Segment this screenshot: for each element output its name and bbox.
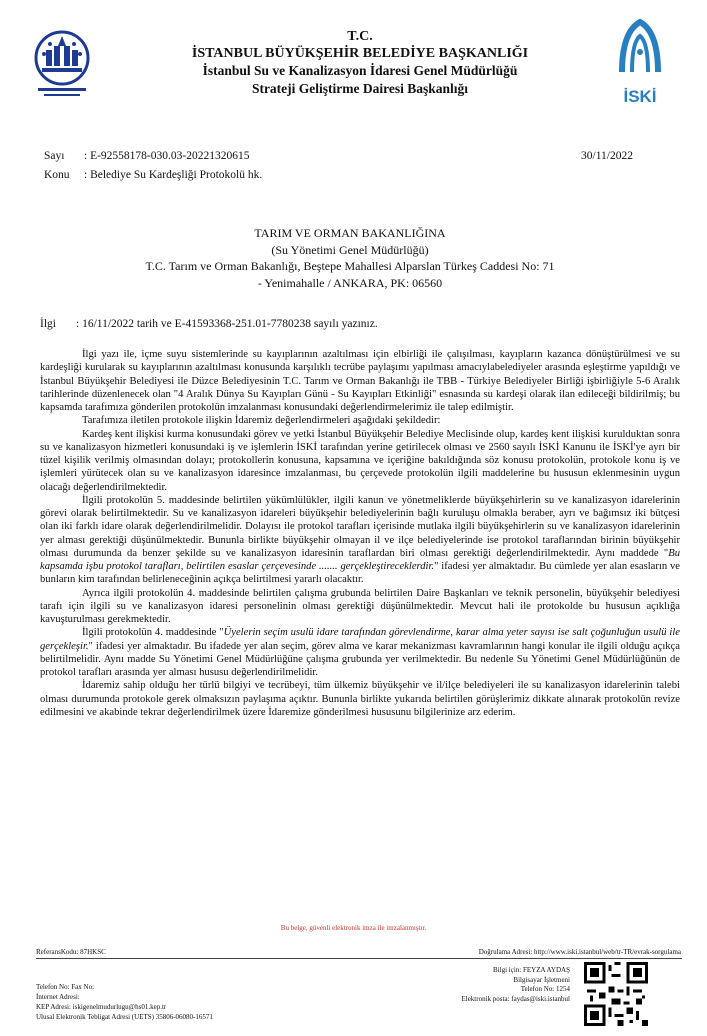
address-line-2: (Su Yönetimi Genel Müdürlüğü) bbox=[271, 242, 429, 257]
iski-logo-text: İSKİ bbox=[623, 87, 657, 106]
sayi-value: : E-92558178-030.03-20221320615 bbox=[84, 150, 250, 162]
contact-info bbox=[36, 982, 213, 1022]
document-date: 30/11/2022 bbox=[581, 150, 633, 162]
qr-code-icon[interactable] bbox=[584, 962, 648, 1026]
paragraph-3: Kardeş kent ilişkisi kurma konusundaki görev ve yetki İstanbul Büyükşehir Belediye Meclisinde olup, kardeş kent ilişkisi kurulduktan sonra su ve kanalizasyon hizmetleri konusundaki iş ve işlemlerin İSKİ tarafından yerine getirilecek olması ve 2560 sayılı İSKİ Kanunu ile İSKİ'ye ayrı bir tüzel kişilik verilmiş olmasından dolayı; protokollerin konusuna, kapsamına ve içeriğine bakıldığında söz konusu protokolün, protokole konu iş ve işlemleri yürütecek olan su ve kanalizasyon idaresince imzalanması, bu çerçevede protokolün ilgili maddelerine bu hususun eklenmesinin uygun olacağı değerlendirilmektedir. bbox=[40, 428, 680, 493]
sayi-label: Sayı bbox=[44, 150, 65, 162]
paragraph-4 bbox=[40, 494, 680, 587]
ilgi-row bbox=[40, 318, 378, 330]
contact-phone-fax: Telefon No: Fax No: bbox=[36, 983, 95, 991]
iski-logo-icon bbox=[612, 12, 668, 82]
paragraph-4-text-a: İlgili protokolün 5. maddesinde belirtilen yükümlülükler, ilgili kanun ve yönetmeliklerde büyükşehirlerin su ve kanalizasyon idarelerinin görevi olarak belirtilmektedir. Su ve kanalizasyon idareleri büyükşehir belediyelerinin bağlı kuruluşu olmakla beraber, ayrı ve bağımsız iki bütçesi olan iki farklı idare olarak değerlendirilmelidir. Dolayısı ile protokol tarafları içerisinde mutlaka ilgili büyükşehirlerin su ve kanalizasyon idarelerinin yer alması gerektiği düşünülmektedir. Bununla birlikte büyükşehir olmayan il ve ilçe belediyelerinde ise protokol taraflarından birinin büyükşehir olması durumunda da benzer şekilde su ve kanalizasyon idaresinin taraflardan biri olması gerektiği değerlendirilmektedir. Aynı maddede " bbox=[40, 494, 680, 559]
paragraph-6-quote: Üyelerin seçim usulü idare tarafından görevlendirme, karar alma yeter sayısı ise salt çoğunluğun usulü ile gerçekleşir. bbox=[40, 627, 680, 652]
paragraph-5: Ayrıca ilgili protokolün 4. maddesinde belirtilen çalışma grubunda belirtilen Daire Başkanları ve teknik personelin, büyükşehir belediyesi tarafı için ilgili su ve kanalizasyon idaresi personelinin olması gerektiği düşünülmektedir. Mevcut hali ile protokolde bu hususun açıklığa kavuşturulması gerekmektedir. bbox=[40, 587, 680, 625]
header-line-3: İstanbul Su ve Kanalizasyon İdaresi Genel Müdürlüğü bbox=[202, 63, 518, 78]
paragraph-4-text-b: " ifadesi yer almaktadır. Bu cümlede yer alan esasların ve bunların kim tarafından belirleneceğinin açıkça belirtilmesi yararlı olacaktır. bbox=[40, 561, 681, 586]
signature-note: Bu belge, güvenli elektronik imza ile imzalanmıştır. bbox=[280, 924, 427, 932]
info-email[interactable]: Elektronik posta: faydas@iski.istanbul bbox=[461, 994, 570, 1003]
contact-kep[interactable]: KEP Adresi: iskigenelmudurlugu@hs01.kep.tr bbox=[36, 1003, 167, 1011]
letterhead bbox=[100, 28, 620, 98]
paragraph-6-text-b: " ifadesi yer almaktadır. Bu ifadede yer alan seçim, görev alma ve karar mekanizması kavramlarının hangi konular ile ilgili olduğu açıkça belirtilmelidir. Aynı madde Su Yönetimi Genel Müdürlüğüne çalışma grubunda yer verilmektedir. Bu nedenle Su Yönetimi Genel Müdürlüğünün de protokol tarafları arasında yer alması hususu değerlendirilmelidir. bbox=[40, 640, 680, 678]
paragraph-7: İdaremiz sahip olduğu her türlü bilgiyi ve tecrübeyi, tüm ülkemiz büyükşehir ve il/ilçe belediyeleri ile su kanalizasyon idarelerinin talebi olması durumunda protokole gerek olmaksızın paylaşıma açıktır. Bununla birlikte yukarıda belirtilen görüşlerimiz dikkate alınarak protokolün revize edilmesini ve akabinde tekrar değerlendirilmek üzere İdaremize gönderilmesi hususunu bilgilerinize arz ederim. bbox=[40, 680, 680, 718]
recipient-address bbox=[60, 225, 640, 291]
konu-value: : Belediye Su Kardeşliği Protokolü hk. bbox=[84, 169, 263, 181]
info-phone: Telefon No: 1254 bbox=[520, 985, 570, 993]
address-line-4: - Yenimahalle / ANKARA, PK: 06560 bbox=[257, 275, 443, 290]
info-contact-person: Bilgi için: FEYZA AYDAŞ bbox=[493, 966, 570, 974]
ilgi-value: : 16/11/2022 tarih ve E-41593368-251.01-7780238 sayılı yazınız. bbox=[76, 318, 378, 330]
iski-logo bbox=[612, 12, 668, 108]
konu-row bbox=[44, 169, 262, 181]
paragraph-2: Tarafımıza iletilen protokole ilişkin İdaremiz değerlendirmeleri aşağıdaki şekildedir: bbox=[82, 415, 441, 427]
sayi-row bbox=[44, 150, 249, 162]
verification-address[interactable]: Doğrulama Adresi: http://www.iski.istanbul/web/tr-TR/evrak-sorgulama bbox=[478, 948, 681, 956]
paragraph-4-quote: Bu kapsamda işbu protokol tarafları, belirtilen esaslar çerçevesinde ....... gerçekleştireceklerdir. bbox=[40, 547, 680, 572]
contact-website: İnternet Adresi: bbox=[36, 993, 80, 1001]
reference-code: ReferansKodu: 87HKSC bbox=[36, 948, 106, 956]
header-line-2: İSTANBUL BÜYÜKŞEHİR BELEDİYE BAŞKANLIĞI bbox=[191, 46, 529, 61]
footer-divider bbox=[36, 958, 682, 959]
address-line-3: T.C. Tarım ve Orman Bakanlığı, Beştepe Mahallesi Alparslan Türkeş Caddesi No: 71 bbox=[145, 259, 555, 273]
paragraph-6 bbox=[40, 626, 680, 679]
contact-uets: Ulusal Elektronik Tebligat Adresi (UETS) 35806-06080-16571 bbox=[36, 1013, 213, 1021]
ibb-logo-icon bbox=[30, 24, 94, 106]
address-line-1: TARIM VE ORMAN BAKANLIĞINA bbox=[254, 226, 446, 240]
paragraph-1: İlgi yazı ile, içme suyu sistemlerinde su kayıplarının azaltılması için elbirliği ile çalışılması, kayıpların kazanca dönüştürülmesi ve su kardeşliği kurularak su kayıplarının azaltılması konusunda karşılıklı tecrübe paylaşımı yapılması amacıylabelediyeler arasında eşleştirme yapıldığı ve İstanbul Büyükşehir Belediyesi ile Düzce Belediyesinin T.C. Tarım ve Orman Bakanlığı ile TBB - Türkiye Belediyeler Birliği işbirliğiyle 5-6 Aralık tarihlerinde düzenlenecek olan "4 Aralık Dünya Su Kayıpları Günü - Su Kayıpları Etkinliği" esnasında su kardeşi olarak ilan edileceği bildirilmiş; bu kapsamda tarafımıza gönderilen protokolün imzalanması konusundaki değerlendirmelerimiz ile talep edilmiştir. bbox=[40, 349, 680, 413]
konu-label: Konu bbox=[44, 169, 70, 181]
info-title: Bilgisayar İşletmeni bbox=[513, 975, 570, 984]
ilgi-label: İlgi bbox=[40, 318, 56, 330]
paragraph-6-text-a: İlgili protokolün 4. maddesinde " bbox=[82, 627, 224, 639]
header-line-4: Strateji Geliştirme Dairesi Başkanlığı bbox=[251, 81, 469, 96]
header-line-1: T.C. bbox=[347, 29, 373, 44]
letter-body bbox=[40, 348, 680, 719]
info-block bbox=[440, 966, 570, 1004]
